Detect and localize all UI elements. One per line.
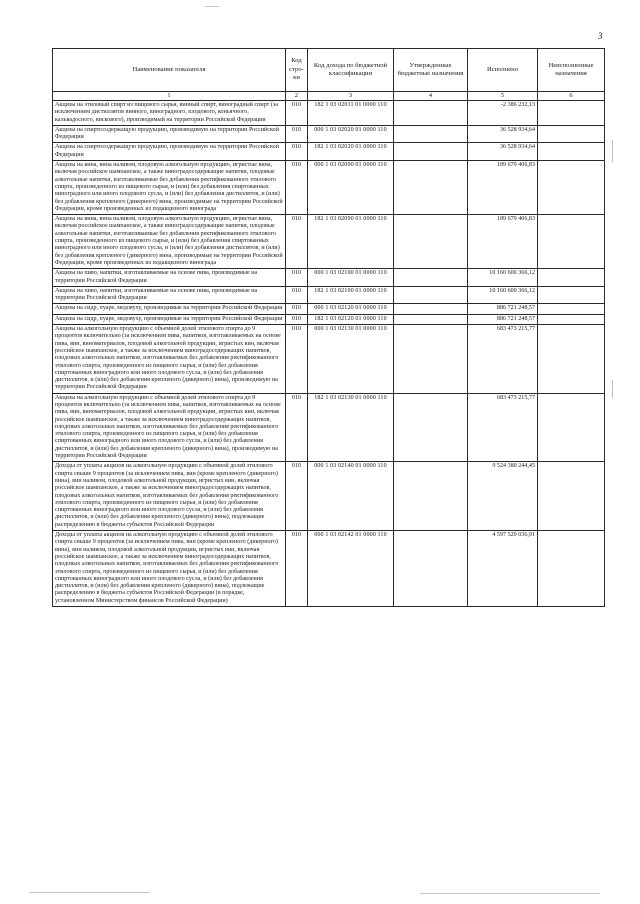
row-name-cell: Акцизы на пиво, напитки, изготавливаемые на основе пива, производимые на территории Российской Федерации (53, 269, 286, 287)
row-executed-cell: 10 160 600 366,12 (468, 286, 538, 304)
row-approved-cell (394, 143, 468, 161)
header-approved: Утвержденные бюджетные назначения (394, 49, 468, 92)
row-executed-cell: 683 473 215,77 (468, 325, 538, 394)
row-approved-cell (394, 269, 468, 287)
row-unexecuted-cell (538, 101, 605, 126)
row-approved-cell (394, 531, 468, 607)
row-unexecuted-cell (538, 286, 605, 304)
row-approved-cell (394, 462, 468, 531)
table-row (53, 286, 605, 304)
row-executed-cell: 9 524 380 244,45 (468, 462, 538, 531)
header-executed: Исполнено (468, 49, 538, 92)
row-name-cell: Акцизы на алкогольную продукцию с объемной долей этилового спирта до 9 процентов включительно (за исключением пива, напитков, изготавливаемых на основе пива, вин, виноматериалов, плодовой алкогольной продукции, игристых вин, включая российское шампанское, а также за исключением виноградосодержащих напитков, плодовых алкогольных напитков, изготавливаемых без добавления ректификованного этилового спирта, произведенного из пищевого сырья, и (или) без добавления спиртованных виноградного или иного плодового сусла, и (или) без добавления дистиллятов, и (или) без добавления крепленого (дикерного) вина), производимую на территории Российской Федерации (53, 393, 286, 462)
row-executed-cell: 886 721 248,57 (468, 314, 538, 324)
row-approved-cell (394, 101, 468, 126)
table-row (53, 101, 605, 126)
row-unexecuted-cell (538, 314, 605, 324)
row-line-code-cell: 010 (286, 269, 308, 287)
row-line-code-cell: 010 (286, 286, 308, 304)
row-unexecuted-cell (538, 269, 605, 287)
table-row (53, 143, 605, 161)
table-row (53, 125, 605, 143)
row-income-code-cell: 182 1 03 02100 01 0000 110 (308, 286, 394, 304)
row-income-code-cell: 000 1 03 02142 01 0000 110 (308, 531, 394, 607)
row-approved-cell (394, 286, 468, 304)
row-name-cell: Акцизы на вина, вина наливом, плодовую алкогольную продукцию, игристые вина, включая российское шампанское, а также виноградосодержащие напитки, плодовые алкогольные напитки, изготавливаемые без добавления ректификованного этилового спирта, произведенного из пищевого сырья, и (или) без добавления спиртованных виноградного или иного плодового сусла, и (или) без добавления дистиллятов, и (или) без добавления крепленого (дикерного) вина, производимые на территории Российской Федерации, кроме произведенных из подакцизного винограда (53, 161, 286, 215)
row-name-cell: Доходы от уплаты акцизов на алкогольную продукцию с объемной долей этилового спирта свыше 9 процентов (за исключением пива, вин (кроме крепленого (дикерного) вина), вин наливом, плодовой алкогольной продукции, игристых вин, включая российское шампанское, а также за исключением виноградосодержащих напитков, плодовых алкогольных напитков, изготавливаемых без добавления ректификованного этилового спирта, произведенного из пищевого сырья, и (или) без добавления спиртованных виноградного или иного плодового сусла, и (или) без добавления дистиллятов, и (или) без добавления крепленого (дикерного) вина), подлежащие распределению в бюджеты субъектов Российской Федерации (53, 462, 286, 531)
row-approved-cell (394, 393, 468, 462)
row-income-code-cell: 182 1 03 02020 01 0000 110 (308, 143, 394, 161)
row-approved-cell (394, 325, 468, 394)
column-number: 3 (308, 92, 394, 101)
column-number: 1 (53, 92, 286, 101)
row-name-cell: Акцизы на сидр, пуаре, медовуху, производимые на территории Российской Федерации (53, 314, 286, 324)
row-income-code-cell: 000 1 03 02020 01 0000 110 (308, 125, 394, 143)
row-unexecuted-cell (538, 462, 605, 531)
table-row (53, 161, 605, 215)
row-unexecuted-cell (538, 393, 605, 462)
row-executed-cell: 4 597 529 036,91 (468, 531, 538, 607)
row-income-code-cell: 000 1 03 02140 01 0000 110 (308, 462, 394, 531)
header-unexecuted: Неисполненные назначения (538, 49, 605, 92)
column-number: 5 (468, 92, 538, 101)
header-income-code: Код дохода по бюджетной классификации (308, 49, 394, 92)
row-name-cell: Акцизы на пиво, напитки, изготавливаемые на основе пива, производимые на территории Российской Федерации (53, 286, 286, 304)
row-income-code-cell: 000 1 03 02090 01 0000 110 (308, 161, 394, 215)
row-income-code-cell: 000 1 03 02100 01 0000 110 (308, 269, 394, 287)
row-name-cell: Акцизы на спиртосодержащую продукцию, производимую на территории Российской Федерации (53, 143, 286, 161)
column-number: 6 (538, 92, 605, 101)
row-executed-cell: 189 679 406,83 (468, 215, 538, 269)
row-line-code-cell: 010 (286, 161, 308, 215)
row-income-code-cell: 182 1 03 02130 01 0000 110 (308, 393, 394, 462)
row-unexecuted-cell (538, 304, 605, 314)
row-executed-cell: 10 160 600 366,12 (468, 269, 538, 287)
row-unexecuted-cell (538, 143, 605, 161)
table-row (53, 462, 605, 531)
row-name-cell: Акцизы на спиртосодержащую продукцию, производимую на территории Российской Федерации (53, 125, 286, 143)
row-name-cell: Акцизы на этиловый спирт из пищевого сырья, винный спирт, виноградный спирт (за исключением дистиллятов винного, виноградного, плодового, коньячного, кальвадосного, вискового), производимый на территории Российской Федерации (53, 101, 286, 126)
header-line-code: Код стро-ки (286, 49, 308, 92)
row-name-cell: Акцизы на сидр, пуаре, медовуху, производимые на территории Российской Федерации (53, 304, 286, 314)
row-executed-cell: 886 721 248,57 (468, 304, 538, 314)
row-line-code-cell: 010 (286, 462, 308, 531)
row-unexecuted-cell: . (538, 161, 605, 215)
row-approved-cell (394, 314, 468, 324)
row-executed-cell: 36 528 934,64 (468, 125, 538, 143)
row-income-code-cell: 182 1 03 02090 01 0000 110 (308, 215, 394, 269)
row-income-code-cell: 000 1 03 02120 01 0000 110 (308, 304, 394, 314)
row-executed-cell: 189 679 406,83 (468, 161, 538, 215)
column-number: 4 (394, 92, 468, 101)
row-approved-cell (394, 125, 468, 143)
row-approved-cell (394, 161, 468, 215)
table-row (53, 304, 605, 314)
row-executed-cell: 36 528 934,64 (468, 143, 538, 161)
column-number: 2 (286, 92, 308, 101)
row-income-code-cell: 000 1 03 02130 01 0000 110 (308, 325, 394, 394)
header-row (53, 49, 605, 92)
row-name-cell: Доходы от уплаты акцизов на алкогольную продукцию с объемной долей этилового спирта свыше 9 процентов (за исключением пива, вин (кроме крепленого (дикерного) вина), вин наливом, плодовой алкогольной продукции, игристых вин, включая российское шампанское, а также за исключением виноградосодержащих напитков, плодовых алкогольных напитков, изготавливаемых без добавления ректификованного этилового спирта, произведенного из пищевого сырья, и (или) без добавления спиртованных виноградного или иного плодового сусла, и (или) без добавления дистиллятов, и (или) без добавления крепленого (дикерного) вина), подлежащие распределению в бюджеты субъектов Российской Федерации (в порядке, установленном Министерством финансов Российской Федерации) (53, 531, 286, 607)
scan-mark (612, 380, 613, 398)
row-line-code-cell: 010 (286, 125, 308, 143)
column-number-row (53, 92, 605, 101)
row-approved-cell (394, 304, 468, 314)
table-row (53, 215, 605, 269)
scan-mark (420, 893, 600, 894)
row-income-code-cell: 182 1 03 02011 01 0000 110 (308, 101, 394, 126)
row-unexecuted-cell (538, 215, 605, 269)
row-line-code-cell: 010 (286, 215, 308, 269)
scan-mark (612, 140, 613, 162)
table-row (53, 325, 605, 394)
row-line-code-cell: 010 (286, 325, 308, 394)
scan-mark (205, 6, 219, 7)
table-row (53, 314, 605, 324)
row-line-code-cell: 010 (286, 393, 308, 462)
table-row (53, 269, 605, 287)
row-name-cell: Акцизы на алкогольную продукцию с объемной долей этилового спирта до 9 процентов включительно (за исключением пива, напитков, изготавливаемых на основе пива, вин, виноматериалов, плодовой алкогольной продукции, игристых вин, включая российское шампанское, а также за исключением виноградосодержащих напитков, плодовых алкогольных напитков, изготавливаемых без добавления ректификованного этилового спирта, произведенного из пищевого сырья, и (или) без добавления спиртованных виноградного или иного плодового сусла, и (или) без добавления дистиллятов, и (или) без добавления крепленого (дикерного) вина), производимую на территории Российской Федерации (53, 325, 286, 394)
budget-execution-table (52, 48, 605, 607)
scan-mark (30, 892, 150, 893)
row-unexecuted-cell (538, 125, 605, 143)
page-number: 3 (598, 31, 603, 41)
row-executed-cell: -2 386 232,13 (468, 101, 538, 126)
row-line-code-cell: 010 (286, 101, 308, 126)
table-row (53, 393, 605, 462)
row-approved-cell (394, 215, 468, 269)
row-unexecuted-cell (538, 325, 605, 394)
row-line-code-cell: 010 (286, 304, 308, 314)
header-name: Наименование показателя (53, 49, 286, 92)
table-row (53, 531, 605, 607)
row-line-code-cell: 010 (286, 531, 308, 607)
row-line-code-cell: 010 (286, 143, 308, 161)
row-name-cell: Акцизы на вина, вина наливом, плодовую алкогольную продукцию, игристые вина, включая российское шампанское, а также виноградосодержащие напитки, плодовые алкогольные напитки, изготавливаемые без добавления ректификованного этилового спирта, произведенного из пищевого сырья, и (или) без добавления спиртованных виноградного или иного плодового сусла, и (или) без добавления дистиллятов, и (или) без добавления крепленого (дикерного) вина, производимые на территории Российской Федерации, кроме произведенных из подакцизного винограда (53, 215, 286, 269)
row-executed-cell: 683 473 215,77 (468, 393, 538, 462)
row-line-code-cell: 010 (286, 314, 308, 324)
row-unexecuted-cell (538, 531, 605, 607)
row-income-code-cell: 182 1 03 02120 01 0000 110 (308, 314, 394, 324)
